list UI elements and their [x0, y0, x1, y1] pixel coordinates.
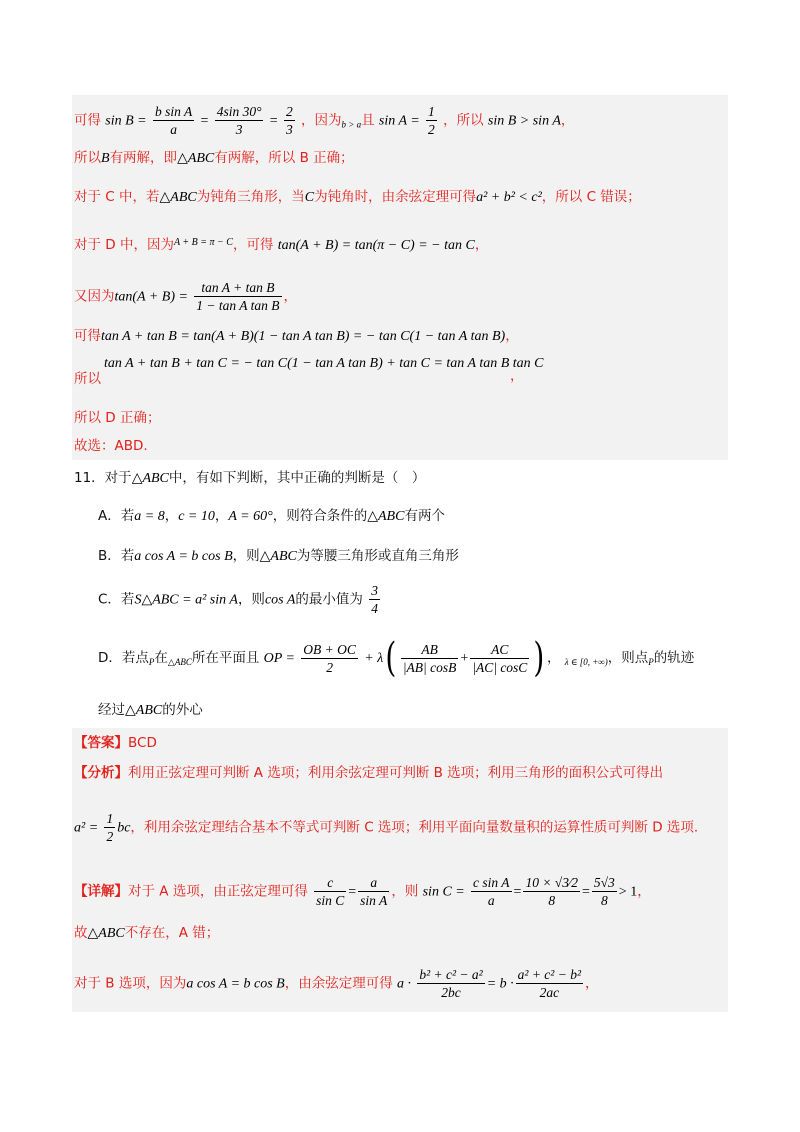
detail-line-3: 对于 B 选项，因为a cos A = b cos B，由余弦定理可得 a · $\frac{\text{b² + c² − a²}}{2bc}$ = b · $\frac{\text{a² + c² − b²}}{2ac}$ ，	[74, 967, 599, 1000]
fraction: $\frac{5√3}{8}$	[593, 875, 615, 908]
fraction: $\frac{\text{b sin A}}{a}$	[154, 104, 193, 137]
solution-line-2: 所以B有两解，即△ABC有两解，所以 B 正确；	[74, 150, 354, 166]
fraction: $\frac{1}{2}$	[106, 811, 114, 844]
fraction: $\frac{4\sin 30^\circ}{3}$	[216, 104, 262, 137]
solution-line-4: 对于 D 中，因为$^{A + B = \pi - C}$，可得 tan(A + B) = tan(π − C) = − tan C，	[74, 237, 489, 253]
solution-line-7: 所以	[74, 371, 101, 387]
solution-line-6: 可得tan A + tan B = tan(A + B)(1 − tan A tan B) = − tan C(1 − tan A tan B)，	[74, 328, 519, 344]
option-d-continued: 经过△ABC的外心	[98, 702, 203, 718]
fraction: $\frac{\text{a² + c² − b²}}{2ac}$	[517, 967, 581, 1000]
fraction: $\frac{\text{b² + c² − a²}}{2bc}$	[419, 967, 483, 1000]
solution-line-9: 故选：ABD.	[74, 438, 148, 454]
solution-line-3: 对于 C 中，若△ABC为钝角三角形，当C为钝角时，由余弦定理可得a² + b² < c²，所以 C 错误；	[74, 189, 641, 205]
fraction: $\frac{2}{3}$	[285, 104, 293, 137]
fraction: $\frac{AB}{|AB| \cos B}$	[402, 641, 457, 675]
option-d: D．若点$_P$在$_{\triangle ABC}$所在平面且 OP = $\frac{OB + OC}{2}$ + λ( $\frac{AB}{|AB| \cos B}$ + $\frac{AC}{|AC| \cos C}$ ) ， $_{\lambda \in [0, +\infty)}$，则点$_P$的轨迹	[98, 635, 695, 681]
option-a: A．若a = 8，c = 10，A = 60°，则符合条件的△ABC有两个	[98, 508, 445, 524]
option-c: C．若S△ABC = a² sin A，则cos A的最小值为 $\frac{3}{4}$	[98, 583, 378, 616]
solution-line-7-formula: tan A + tan B + tan C = − tan C(1 − tan A tan B) + tan C = tan A tan B tan C	[104, 356, 544, 371]
fraction: $\frac{10 \times √3⁄2}{8}$	[525, 875, 578, 908]
fraction: $\frac{AC}{|AC| \cos C}$	[472, 641, 528, 675]
fraction: $\frac{\text{tan A + tan B}}{\text{1 − tan A tan B}}$	[196, 280, 280, 313]
fraction: $\frac{\text{c sin A}}{a}$	[473, 875, 510, 908]
right-paren: )	[533, 635, 545, 681]
fraction: $\frac{c}{\text{sin C}}$	[316, 875, 345, 908]
solution-line-1: 可得 sin B = $\frac{\text{b sin A}}{a}$ = $\frac{4\sin 30^\circ}{3}$ = $\frac{2}{3}$ ，因为$_{b > a}$且 sin A = $\frac{1}{2}$ ，所以 sin B > sin A，	[74, 104, 575, 137]
fraction: $\frac{a}{\text{sin A}}$	[360, 875, 388, 908]
detail-line-1: 【详解】对于 A 选项，由正弦定理可得 $\frac{c}{\text{sin C}}$ = $\frac{a}{\text{sin A}}$ ，则 sin C = $\frac{\text{c sin A}}{a}$ = $\frac{10 \times √3⁄2}{8}$ = $\frac{5√3}{8}$ > 1，	[74, 875, 651, 908]
question-11-stem: 11．对于△ABC中，有如下判断，其中正确的判断是（ ）	[74, 470, 426, 486]
solution-line-7-comma: ，	[510, 368, 524, 384]
analysis-line-1: 【分析】利用正弦定理可判断 A 选项；利用余弦定理可判断 B 选项；利用三角形的面积公式可得出	[74, 765, 664, 781]
fraction: $\frac{1}{2}$	[428, 104, 435, 137]
fraction: $\frac{3}{4}$	[371, 583, 378, 616]
solution-line-8: 所以 D 正确；	[74, 410, 161, 426]
solution-line-5: 又因为tan(A + B) = $\frac{\text{tan A + tan B}}{\text{1 − tan A tan B}}$ ，	[74, 280, 298, 313]
fraction: $\frac{OB + OC}{2}$	[303, 641, 356, 675]
detail-line-2: 故△ABC不存在，A 错；	[74, 925, 220, 941]
answer-line: 【答案】BCD	[74, 735, 157, 751]
option-b: B．若a cos A = b cos B，则△ABC为等腰三角形或直角三角形	[98, 548, 459, 564]
left-paren: (	[385, 635, 397, 681]
analysis-line-2: a² = $\frac{1}{2}$ bc，利用余弦定理结合基本不等式可判断 C 选项；利用平面向量数量积的运算性质可判断 D 选项.	[74, 811, 699, 844]
